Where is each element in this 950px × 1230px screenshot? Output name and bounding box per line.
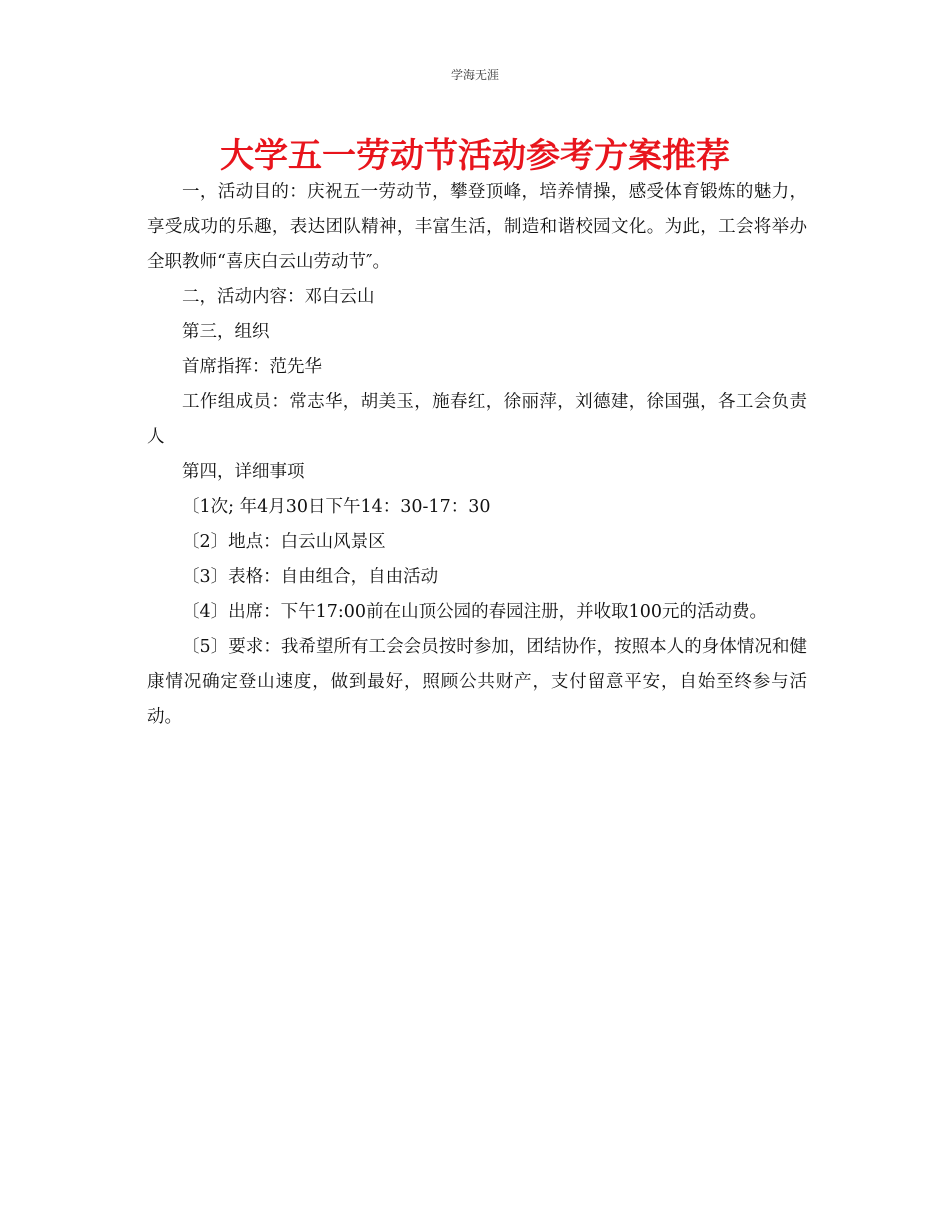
- paragraph-organization-heading: 第三，组织: [182, 322, 270, 342]
- document-title: 大学五一劳动节活动参考方案推荐: [220, 136, 730, 176]
- paragraph-item-location: 〔2〕地点：白云山风景区: [182, 532, 386, 552]
- paragraph-details-heading: 第四，详细事项: [182, 462, 305, 482]
- paragraph-chief-commander: 首席指挥：范先华: [182, 357, 322, 377]
- paragraph-content: 二，活动内容：邓白云山: [182, 287, 375, 307]
- document-body: [147, 175, 807, 735]
- paragraph-item-time: 〔1次; 年4月30日下午14：30-17：30: [182, 497, 491, 517]
- paragraph-item-requirements: 〔5〕要求：我希望所有工会会员按时参加，团结协作，按照本人的身体情况和健康情况确定登山速度，做到最好，照顾公共财产，支付留意平安，自始至终参与活动。: [147, 637, 807, 727]
- paragraph-item-attendance: 〔4〕出席：下午17:00前在山顶公园的春园注册，并收取100元的活动费。: [182, 602, 767, 622]
- paragraph-working-group: 工作组成员：常志华，胡美玉，施春红，徐丽萍，刘德建，徐国强，各工会负责人: [147, 392, 807, 447]
- page-header: 学海无涯: [450, 68, 499, 82]
- paragraph-item-format: 〔3〕表格：自由组合，自由活动: [182, 567, 439, 587]
- paragraph-purpose: 一，活动目的：庆祝五一劳动节，攀登顶峰，培养情操，感受体育锻炼的魅力，享受成功的乐趣，表达团队精神，丰富生活，制造和谐校园文化。为此，工会将举办全职教师“喜庆白云山劳动节″。: [147, 182, 807, 272]
